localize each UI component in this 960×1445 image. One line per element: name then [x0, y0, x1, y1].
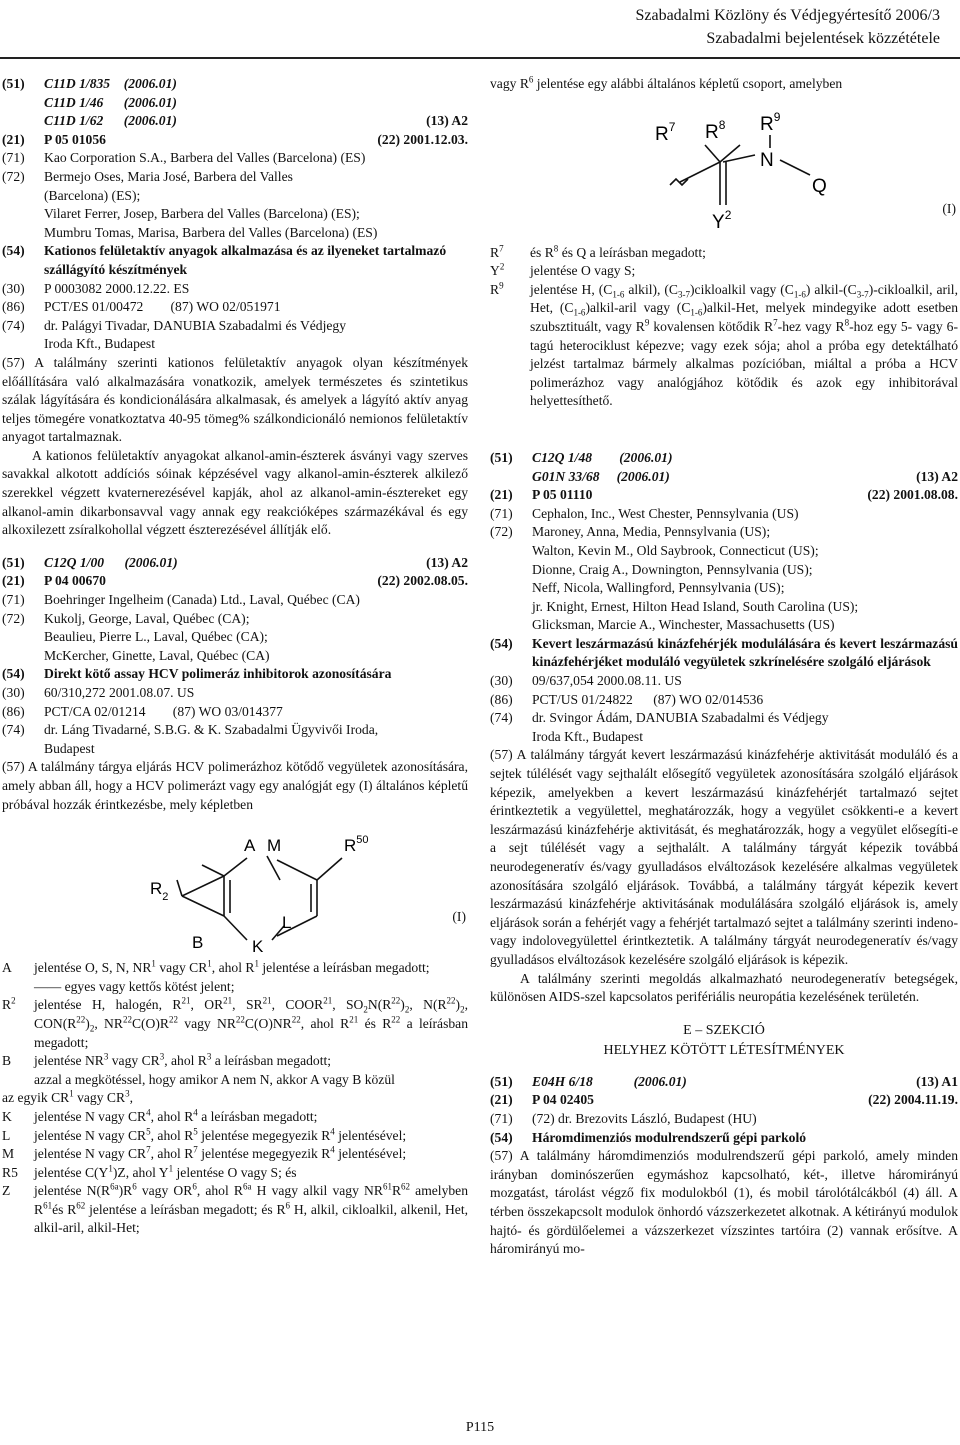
page-number: P115 — [465, 1420, 495, 1435]
entry-2-title: Direkt kötő assay HCV polimeráz inhibitorok azonosítására — [44, 666, 392, 682]
def-m: M jelentése N vagy $CR^7$, ahol $R^7$ jelentése megegyezik $R^4$ jelentésével; — [2, 1144, 407, 1162]
atom-b: B — [192, 933, 204, 953]
def-b: B jelentése $NR^3$ vagy $CR^3$, ahol $R^3$ a leírásban megadott; — [2, 1051, 332, 1069]
def-z: Z jelentése $N(R^{6a})R^6$ vagy $OR^6$, ahol $R^{6a}$ H vagy alkil vagy $NR^{61}R^{62}$ amelyben $R^{61}és$ $R^{62}$ jelentése a leírásban megadott; és $R^6$ H, alkil, cikloalkil, alkenil, Het, alkil-aril, alkil-Het; — [2, 1181, 469, 1236]
atom-a: A — [244, 836, 256, 856]
journal-title: Szabadalmi Közlöny és Védjegyértesítő 2006/3 — [635, 7, 940, 24]
entry-3-abstract-2: A találmány szerinti megoldás alkalmazható neurodegeneratív betegségek, különösen AIDS-szel kapcsolatos perifériális neuropátia kezelésének területén. — [490, 970, 958, 1005]
atom-r9: $R^9$ — [760, 109, 781, 135]
chemical-formula-2 — [490, 94, 958, 244]
atom-n: N — [760, 149, 774, 171]
entry-4-title: Háromdimenziós modulrendszerű gépi parkoló — [532, 1129, 807, 1145]
entry-3: (51) C12Q 1/48 (2006.01) G01N 33/68 (2006.01) (13) A2 (21) P 05 01110 (22) 2001.08.08. (71) Cephalon, Inc., West Chester, Pennsylvania (US) (72) Maroney, Anna, Media, Pennsylvania (US); Walton, Kevin M., Old Saybrook, Connecticut (US); Dionne, Craig A., Downington, Pennsylvania (US); Neff, Nicola, Wallingford, Pennsylvania (US); jr. Knight, Ernest, Hilton Head Island, South Carolina (US); Glicksman, Marcie A., Winchester, Massachusetts (US) (54) Kevert leszármazású kinázfehérjék modulálására és kevert leszármazású kinázfehérjéket moduláló vegyületek szkrínelésére szolgáló eljárások (30) 09/637,054 2000.08.11. US (86) PCT/US 01/24822 (87) WO 02/014536 (74) dr. Svingor Ádám, DANUBIA Szabadalmi és Védjegy Iroda Kft., Budapest (57) A találmány tárgyát kevert leszármazású kinázfehérje aktivitását moduláló és a sejtek túlélését vagy sejthalált elősegítő vegyületek azonosítására szolgáló eljárások képezik, amelyekben a kevert leszármazású kinázfehérjét tartalmazó sejtet érintkeztetik a vegyülettel, meghatározzák, hogy a vegyület csökkenti-e a kevert leszármazású kinázfehérje aktivitását, és meghatározzák, hogy a vegyület elősegíti-e a sejt túlélését vagy a sejthalált. A találmány tárgyát képezik továbbá neurodegeneratív és/vagy gyulladásos elváltozások kezelésére alkalmas vegyületek azonosítására szolgáló eljárások. Továbbá, a találmány tárgyát képezik kevert leszármazású kinázfehérje aktivitásának modulálására szolgáló eljárások is, amely eljárások során a fehérjét vagy a fehérjét tartalmazó sejtet a találmány szerinti indeno- vagy indolovegyülettel érintkeztetik. A találmány tárgyát neurodegeneratív és/vagy gyulladásos elváltozások kezelésére szolgáló eljárások is képezik. A találmány szerinti megoldás alkalmazható neurodegeneratív betegségek, különösen AIDS-szel kapcsolatos perifériális neuropátia kezelésének területén. — [490, 449, 958, 1007]
entry-4-abstract: (57) A találmány háromdimenziós modulrendszerű gépi parkoló, amely minden irányban dominószerűen egymáshoz kapcsolható, két-, illetve háromirányú mozgatást, tárolást végző fix modulokból (1), és mobil tárolótálcákból (4) áll. A térben összekapcsolt modulok önhordó vázszerkezetet alkotnak. A kétirányú modulok hajtó- és gördülőelemei a vázszerkezet vízszintes tartóira (2) vannak erősítve. A háromirányú mo- — [490, 1148, 958, 1257]
atom-r8: $R^8$ — [705, 117, 726, 143]
atom-l: L — [282, 913, 292, 933]
r6-intro: vagy $R^6$ jelentése egy alábbi általános képletű csoport, amelyben — [490, 74, 843, 91]
entry-3-abstract: (57) A találmány tárgyát kevert leszármazású kinázfehérje aktivitását moduláló és a sejtek túlélését vagy sejthalált elősegítő vegyületek azonosítására szolgáló eljárások képezik, amelyekben a kevert leszármazású kinázfehérjét tartalmazó sejtet érintkeztetik a vegyülettel, meghatározzák, hogy a vegyület csökkenti-e a kevert leszármazású kinázfehérje aktivitását, és meghatározzák, hogy a vegyület elősegíti-e a sejt túlélését vagy a sejthalált. A találmány tárgyát képezik továbbá neurodegeneratív és/vagy gyulladásos elváltozások kezelésére alkalmas vegyületek azonosítására szolgáló eljárások. Továbbá, a találmány tárgyát képezik kevert leszármazású kinázfehérje aktivitásának modulálására szolgáló eljárások is, amely eljárások során a fehérjét vagy a fehérjét tartalmazó sejtet a találmány szerinti indeno- vagy indolovegyülettel érintkeztetik. A találmány tárgyát neurodegeneratív és/vagy gyulladásos elváltozások kezelésére szolgáló eljárások is képezik. — [490, 747, 959, 967]
atom-y2: $Y^2$ — [712, 207, 732, 233]
def-r7: $R^7$ és $R^8$ és Q a leírásban megadott; — [490, 243, 706, 260]
entry-2: (51) C12Q 1/00 (2006.01) (13) A2 (21) P 04 00670 (22) 2002.08.05. (71) Boehringer Ingelheim (Canada) Ltd., Laval, Québec (CA) (72) Kukolj, George, Laval, Québec (CA); Beaulieu, Pierre L., Laval, Québec (CA); McKercher, Ginette, Laval, Québec (CA) (54) Direkt kötő assay HCV polimeráz inhibitorok azonosítására (30) 60/310,272 2001.08.07. US (86) PCT/CA 02/01214 (87) WO 03/014377 (74) dr. Láng Tivadarné, S.B.G. & K. Szabadalmi Ügyvivői Iroda, Budapest (57) A találmány tárgya eljárás HCV polimerázhoz kötődő vegyületek azonosítására, amely abban áll, hogy a HCV polimerázt vagy egy analógját egy (I) általános képletű próbával hozzák érintkezésbe, mely képletben A M $R^{50}$ $R_2$ B K L (I) A jelentése O, S, N, $NR^1$ vagy $CR^1$, ahol $R^1$ jelentése a leírásban megadott; —— egyes vagy kettős kötést jelent; $R^2$ jelentése H, halogén, $R^{21}$, OR$^{21}$, SR$^{21}$, COOR$^{21}$, $SO_2N(R^{22})_2$, $N(R^{22})_2$, $CON(R^{22})_2$, $NR^{22}C(O)R^{22}$ vagy NR$^{22}$C(O)NR$^{22}$, ahol $R^{21}$ és $R^{22}$ a leírásban megadott; B jelentése $NR^3$ vagy $CR^3$, ahol $R^3$ a leírásban megadott; azzal a megkötéssel, hogy amikor A nem N, akkor A vagy B közül az egyik $CR^1$ vagy $CR^3$, K jelentése N vagy $CR^4$, ahol $R^4$ a leírásban megadott; L jelentése N vagy $CR^5$, ahol $R^5$ jelentése megegyezik $R^4$ jelentésével; M jelentése N vagy $CR^7$, ahol $R^7$ jelentése megegyezik $R^4$ jelentésével; R5 jelentése $C(Y^1)Z$, ahol $Y^1$ jelentése O vagy S; és Z jelentése $N(R^{6a})R^6$ vagy $OR^6$, ahol $R^{6a}$ H vagy alkil vagy $NR^{61}R^{62}$ amelyben $R^{61}és$ $R^{62}$ jelentése a leírásban megadott; és $R^6$ H, alkil, cikloalkil, alkenil, Het, alkil-aril, alkil-Het; — [2, 554, 468, 1238]
formula-1-label: (I) — [452, 909, 466, 925]
chemical-formula-1 — [2, 814, 468, 959]
def-b-cont: azzal a megkötéssel, hogy amikor A nem N, akkor A vagy B közül — [34, 1071, 395, 1087]
group-structure-svg — [640, 100, 900, 240]
atom-r2: $R_2$ — [150, 879, 169, 904]
def-l: L jelentése N vagy $CR^5$, ahol $R^5$ jelentése megegyezik $R^4$ jelentésével; — [2, 1125, 407, 1143]
def-bond: —— egyes vagy kettős kötést jelent; — [34, 978, 235, 994]
atom-r50: $R^{50}$ — [344, 834, 369, 856]
page-header — [635, 4, 940, 50]
def-r9: $R^9$ jelentése H, ($C_{1-6}$ alkil), $(C_{3-7})cikloalkil$ vagy $(C_{1-6})$ alkil-$(C_{3-7})$-cikloalkil, aril, Het, $(C_{1-6})alkil$-aril vagy $(C_{1-6})alkil$-Het, melyek mindegyike adott esetben szubsztituált, vagy $R^9$ kovalensen kötődik $R^7$-hez vagy $R^8$-hoz egy 5- vagy 6-tagú heterociklust képezve; vagy ezek sója; ahol a próba egy detektálható jelzést tartalmaz bármely alkalmas pozícióban, miáltal a próba a HCV polimerázhoz vagy analógjához kötődik és azok egy inhibitorával helyettesíthető. — [490, 280, 958, 409]
atom-q: Q — [812, 175, 827, 197]
formula-2-label: (I) — [942, 200, 956, 216]
def-r5: R5 jelentése $C(Y^1)Z$, ahol $Y^1$ jelentése O vagy S; és — [2, 1163, 297, 1180]
ring-structure-svg — [112, 818, 492, 958]
entry-2-abstract: (57) A találmány tárgya eljárás HCV polimerázhoz kötődő vegyületek azonosítására, amely abban áll, hogy a HCV polimerázt vagy egy analógját egy (I) általános képletű próbával hozzák érintkezésbe, mely képletben — [2, 759, 468, 812]
atom-k: K — [252, 937, 264, 957]
entry-1-abstract: (57) A találmány szerinti kationos felületaktív anyagok olyan készítmények előállítására való alkalmazására vonatkozik, amelyek természetes és szintetikus szálak lágyítására és kondicionálására alkalmasak, és amelyek a lágyító aktív anyag teljes tömegére vonatkoztatva 40-95 tömeg% szálkondicionáló nemionos felületaktív anyagot tartalmaznak. — [2, 354, 468, 445]
def-r2: $R^2$ jelentése H, halogén, $R^{21}$, OR$^{21}$, SR$^{21}$, COOR$^{21}$, $SO_2N(R^{22})_2$, $N(R^{22})_2$, $CON(R^{22})_2$, $NR^{22}C(O)R^{22}$ vagy NR$^{22}$C(O)NR$^{22}$, ahol $R^{21}$ és $R^{22}$ a leírásban megadott; — [2, 995, 469, 1050]
left-column — [2, 75, 468, 1238]
def-y2: $Y^2$ jelentése O vagy S; — [490, 261, 636, 279]
entry-1-abstract-2: A kationos felületaktív anyagokat alkanol-amin-észterek ásványi vagy szerves savakkal alkotott addíciós sóinak képzésével vagy alkanol-amin-észterek alkilező szerekkel végzett kvaternerezésével kapják, ahol az alkanol-amin-észtereket egy alkanol-amin dikarbonsavval vagy annak egy reakcióképes származékával és egy alkoxilezett zsíralkohollal végzett észterezésével állítják elő. — [2, 447, 468, 538]
header-rule — [0, 57, 960, 59]
entry-1-title: Kationos felületaktív anyagok alkalmazása és az ilyeneket tartalmazó szállágyító készítmények — [44, 243, 447, 277]
entry-4: (51) E04H 6/18 (2006.01) (13) A1 (21) P 04 02405 (22) 2004.11.19. (71) (72) dr. Brezovits László, Budapest (HU) (54) Háromdimenziós modulrendszerű gépi parkoló (57) A találmány háromdimenziós modulrendszerű gépi parkoló, amely minden irányban dominószerűen egymáshoz kapcsolható, két-, illetve háromirányú mozgatást, tárolást végző fix modulokból (1), és mobil tárolótálcákból (4) áll. A térben összekapcsolt modulok önhordó vázszerkezetet alkotnak. A kétirányú modulok hajtó- és gördülőelemei a vázszerkezet vízszintes tartóira (2) vannak erősítve. A háromirányú mo- — [490, 1073, 958, 1259]
def-b-cont2: az egyik $CR^1$ vagy $CR^3$, — [2, 1088, 133, 1106]
atom-m: M — [267, 836, 282, 856]
entry-3-title: Kevert leszármazású kinázfehérjék modulálására és kevert leszármazású kinázfehérjéket moduláló vegyületek szkrínelésére szolgáló eljárások — [532, 635, 958, 670]
section-heading: E – SZEKCIÓ HELYHEZ KÖTÖTT LÉTESÍTMÉNYEK — [603, 1022, 845, 1058]
entry-1: (51) C11D 1/835 (2006.01) C11D 1/46 (2006.01) C11D 1/62 (2006.01) (13) A2 (21) P 05 01056 (22) 2001.12.03. (71) Kao Corporation S.A., Barbera del Valles (Barcelona) (ES) (72) Bermejo Oses, Maria José, Barbera del Valles (Barcelona) (ES); Vilaret Ferrer, Josep, Barbera del Valles (Barcelona) (ES); Mumbru Tomas, Marisa, Barbera del Valles (Barcelona) (ES) (54) Kationos felületaktív anyagok alkalmazása és az ilyeneket tartalmazó szállágyító készítmények (30) P 0003082 2000.12.22. ES (86) PCT/ES 01/00472 (87) WO 02/051971 (74) dr. Palágyi Tivadar, DANUBIA Szabadalmi és Védjegy Iroda Kft., Budapest (57) A találmány szerinti kationos felületaktív anyagok olyan készítmények előállítására való alkalmazására vonatkozik, amelyek természetes és szintetikus szálak lágyítására és kondicionálására alkalmasak, és amelyek a lágyító aktív anyag teljes tömegére vonatkoztatva 40-95 tömeg% szálkondicionáló nemionos felületaktív anyagot tartalmaznak. A kationos felületaktív anyagokat alkanol-amin-észterek ásványi vagy szerves savakkal alkotott addíciós sóinak képzésével vagy alkanol-amin-észterek alkilező szerekkel végzett kvaternerezésével kapják, ahol az alkanol-amin-észtereket egy alkanol-amin dikarbonsavval vagy annak egy reakcióképes származékával és egy alkoxilezett zsíralkohollal végzett észterezésével állítják elő. — [2, 75, 468, 540]
right-column — [490, 75, 958, 1259]
atom-r7: $R^7$ — [655, 119, 676, 145]
def-a: A jelentése O, S, N, $NR^1$ vagy $CR^1$, ahol $R^1$ jelentése a leírásban megadott; — [2, 958, 430, 976]
def-k: K jelentése N vagy $CR^4$, ahol $R^4$ a leírásban megadott; — [2, 1107, 318, 1124]
definitions-2 — [490, 244, 958, 411]
section-title: Szabadalmi bejelentések közzététele — [706, 30, 940, 47]
definitions-1 — [2, 959, 468, 1238]
